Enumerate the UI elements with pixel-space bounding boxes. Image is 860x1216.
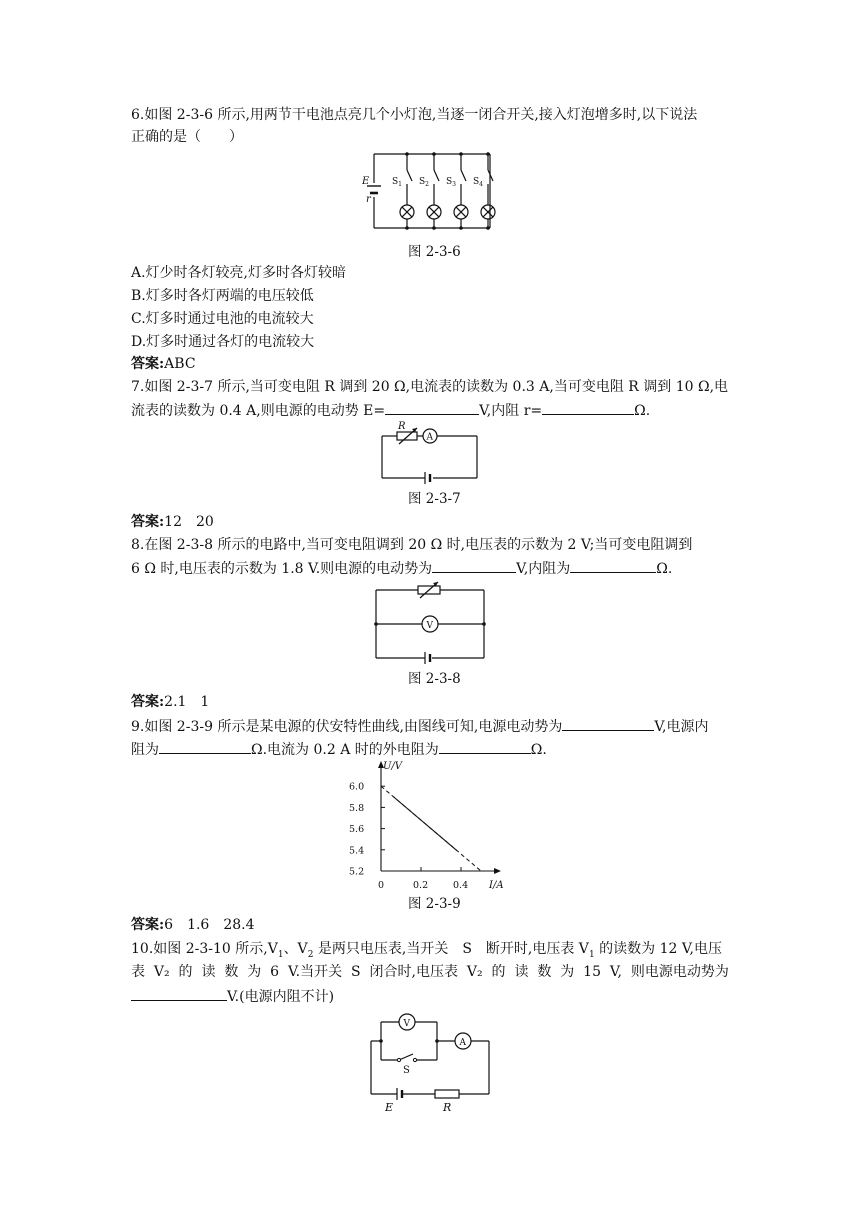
text-segment: 闭合时,电压表 — [369, 964, 458, 980]
ammeter-label: A — [426, 432, 433, 443]
y-tick-label: 5.6 — [349, 824, 365, 836]
text-segment: 读 — [201, 964, 216, 980]
y-tick-label: 5.2 — [349, 866, 365, 878]
text-segment: 6 — [270, 964, 280, 980]
answer-label: 答案: — [131, 356, 165, 372]
voltmeter-label: V — [403, 1019, 410, 1029]
q6-stem-line2: 正确的是（ ） — [131, 129, 243, 145]
q8-answer — [131, 691, 209, 713]
ammeter-label: A — [459, 1038, 466, 1048]
answer-value: 12 20 — [164, 514, 214, 530]
answer-value: 2.1 1 — [164, 694, 210, 710]
q8-stem-line2: 6 Ω 时,电压表的示数为 1.8 V.则电源的电动势为 V,内阻为 Ω. — [131, 557, 672, 580]
figure-2-3-6-circuit — [362, 150, 502, 235]
battery-label-E: E — [362, 176, 370, 187]
x-axis-label: I/A — [489, 880, 504, 891]
answer-blank-r[interactable] — [570, 557, 656, 573]
text-segment: V₂ — [466, 964, 483, 980]
answer-blank-emf[interactable] — [562, 715, 654, 731]
resistor-label-R: R — [398, 421, 406, 432]
figure-caption-2-3-6: 图 2-3-6 — [408, 244, 461, 260]
q8-stem-line1: 8.在图 2-3-8 所示的电路中,当可变电阻调到 20 Ω 时,电压表的示数为 2 V;当可变电阻调到 — [131, 537, 693, 553]
figure-caption-2-3-8: 图 2-3-8 — [408, 671, 461, 687]
text-segment: 15 — [583, 964, 601, 980]
voltmeter-label: V — [426, 621, 433, 631]
answer-blank-e[interactable] — [432, 557, 516, 573]
q9-stem-line2: 阻为 Ω.电流为 0.2 A 时的外电阻为 Ω. — [131, 738, 547, 761]
x-axis-arrowhead — [494, 868, 501, 874]
y-tick-label: 5.4 — [349, 845, 365, 857]
q10-stem-line2 — [131, 961, 729, 983]
q6-option-a: A.灯少时各灯较亮,灯多时各灯较暗 — [131, 265, 347, 281]
text-segment: V, — [609, 964, 623, 980]
figure-2-3-10-circuit — [365, 1010, 495, 1115]
x-tick-label: 0 — [378, 880, 385, 891]
text-segment: 为 — [247, 964, 262, 980]
q6-option-b: B.灯多时各灯两端的电压较低 — [131, 288, 314, 304]
figure-2-3-9-chart — [345, 757, 515, 895]
resistor-label-R: R — [443, 1101, 452, 1114]
text-segment: V.当开关 — [288, 964, 343, 980]
answer-label: 答案: — [131, 514, 165, 530]
q7-answer — [131, 511, 214, 533]
figure-2-3-8-circuit — [370, 578, 490, 668]
q7-stem-line2: 流表的读数为 0.4 A,则电源的电动势 E= V,内阻 r= Ω. — [131, 399, 650, 422]
q10-stem-line1: 10.如图 2-3-10 所示$,V_1$、$V_2$ 是两只电压表,当开关 S 断开时,电压表 $V_1$ 的读数为 12 V,电压 — [131, 941, 722, 960]
answer-value: ABC — [164, 356, 196, 372]
answer-blank-e[interactable] — [385, 399, 479, 415]
q9-stem-line1: 9.如图 2-3-9 所示是某电源的伏安特性曲线,由图线可知,电源电动势为 V,电源内 — [131, 715, 708, 738]
answer-blank-internal-r[interactable] — [159, 738, 251, 754]
answer-value: 6 1.6 28.4 — [164, 917, 255, 933]
text-segment: 则电源电动势为 — [630, 964, 729, 980]
answer-label: 答案: — [131, 694, 165, 710]
figure-caption-2-3-9: 图 2-3-9 — [408, 896, 461, 912]
text-segment: 数 — [537, 964, 552, 980]
q6-option-d: D.灯多时通过各灯的电流较大 — [131, 334, 315, 350]
q7-stem-line1: 7.如图 2-3-7 所示,当可变电阻 R 调到 20 Ω,电流表的读数为 0.3 A,当可变电阻 R 调到 10 Ω,电 — [131, 379, 729, 395]
battery-label-E: E — [385, 1101, 394, 1114]
switch-label-4: $S_4$ — [473, 177, 483, 188]
text-segment: 为 — [560, 964, 575, 980]
q6-option-c: C.灯多时通过电池的电流较大 — [131, 311, 314, 327]
x-tick-label: 0.2 — [413, 880, 429, 891]
y-axis-label: U/V — [383, 761, 403, 772]
answer-blank-emf[interactable] — [131, 985, 227, 1001]
switch-label-1: $S_1$ — [392, 177, 402, 188]
q10-stem-line3: V.(电源内阻不计) — [131, 985, 334, 1008]
figure-caption-2-3-7: 图 2-3-7 — [408, 491, 461, 507]
text-segment: 数 — [224, 964, 239, 980]
q6-answer — [131, 353, 196, 375]
answer-blank-external-r[interactable] — [439, 738, 531, 754]
text-segment: S — [351, 964, 361, 980]
switch-label-S: S — [403, 1065, 410, 1076]
figure-2-3-7-circuit — [375, 420, 485, 485]
y-tick-label: 6.0 — [349, 781, 365, 793]
y-tick-label: 5.8 — [349, 802, 365, 814]
answer-label: 答案: — [131, 917, 165, 933]
x-tick-label: 0.4 — [453, 880, 469, 891]
switch-label-3: $S_3$ — [446, 177, 456, 188]
series-line-solid-segment — [393, 796, 457, 850]
text-segment: V₂ — [153, 964, 170, 980]
switch-label-2: $S_2$ — [419, 177, 429, 188]
text-segment: 表 — [131, 964, 145, 980]
q9-answer — [131, 914, 255, 936]
text-segment: 的 — [491, 964, 506, 980]
battery-label-r: r — [366, 194, 371, 205]
answer-blank-r[interactable] — [542, 399, 634, 415]
q6-stem-line1: 6.如图 2-3-6 所示,用两节干电池点亮几个小灯泡,当逐一闭合开关,接入灯泡增多时,以下说法 — [131, 107, 698, 123]
text-segment: 读 — [514, 964, 529, 980]
text-segment: 的 — [178, 964, 193, 980]
